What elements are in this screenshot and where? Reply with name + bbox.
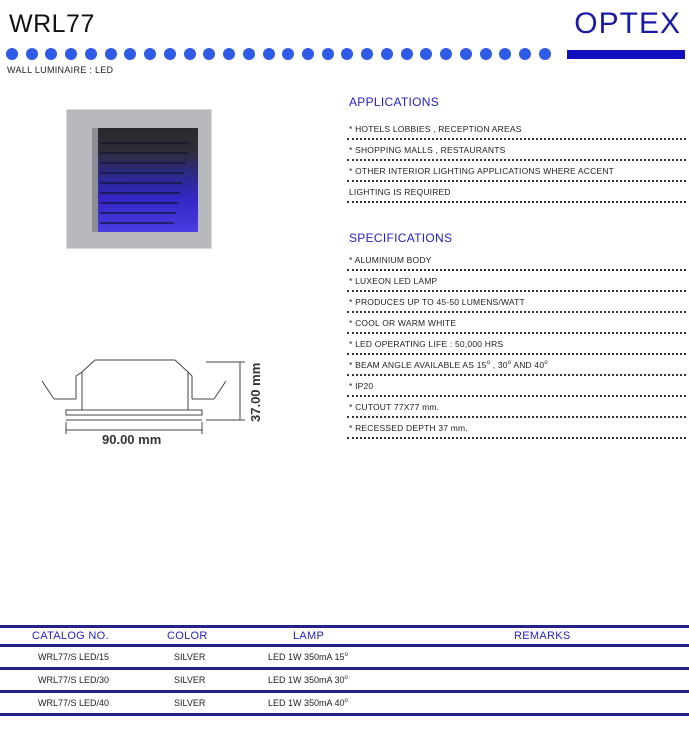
louvre-line [100, 202, 178, 204]
specifications-title: SPECIFICATIONS [349, 231, 453, 245]
header-catalog: CATALOG NO. [32, 630, 109, 642]
divider-dot [480, 48, 492, 60]
table-row [0, 693, 689, 713]
product-photo [66, 109, 212, 249]
list-item: * SHOPPING MALLS , RESTAURANTS [347, 140, 686, 161]
beam-angle-text: * BEAM ANGLE AVAILABLE AS 15 [349, 360, 487, 370]
lamp-text: LED 1W 350mA 40 [268, 698, 345, 708]
divider-dot [519, 48, 531, 60]
louvre-line [100, 212, 176, 214]
list-item: * RECESSED DEPTH 37 mm. [347, 418, 686, 439]
divider-dot [282, 48, 294, 60]
table-header-row [0, 628, 689, 644]
model-title: WRL77 [9, 10, 95, 38]
degree-sign: o [544, 360, 548, 367]
list-item: * IP20 [347, 376, 686, 397]
divider-dot [499, 48, 511, 60]
catalog-table [0, 625, 689, 716]
product-subtitle: WALL LUMINAIRE : LED [7, 65, 114, 75]
list-item: LIGHTING IS REQUIRED [347, 182, 686, 203]
degree-sign: o [507, 360, 512, 367]
cell-color: SILVER [174, 698, 206, 708]
list-item: * PRODUCES UP TO 45-50 LUMENS/WATT [347, 292, 686, 313]
cell-catalog: WRL77/S LED/15 [38, 652, 110, 662]
list-item: * COOL OR WARM WHITE [347, 313, 686, 334]
degree-sign: o [344, 698, 348, 704]
divider-dot [164, 48, 176, 60]
divider-dot [302, 48, 314, 60]
applications-title: APPLICATIONS [349, 95, 440, 109]
divider-dot [401, 48, 413, 60]
cell-lamp [268, 647, 348, 667]
louvre-line [100, 192, 180, 194]
lamp-text: LED 1W 350mA 15 [268, 652, 345, 662]
applications-list [347, 119, 686, 203]
cell-lamp [268, 670, 348, 690]
louvre-line [100, 162, 186, 164]
divider-dot [203, 48, 215, 60]
cell-color: SILVER [174, 652, 206, 662]
divider-dot [460, 48, 472, 60]
cell-color: SILVER [174, 675, 206, 685]
lamp-text: LED 1W 350mA 30 [268, 675, 345, 685]
beam-angle-item [347, 355, 686, 376]
table-rule [0, 713, 689, 716]
divider-dot [65, 48, 77, 60]
list-item: * LED OPERATING LIFE : 50,000 HRS [347, 334, 686, 355]
divider-dot [243, 48, 255, 60]
divider-dot [85, 48, 97, 60]
divider-dot [26, 48, 38, 60]
divider-dot [440, 48, 452, 60]
louvre-line [100, 152, 188, 154]
divider-dot [341, 48, 353, 60]
table-row [0, 647, 689, 667]
header-color: COLOR [167, 630, 208, 642]
louvre-line [100, 222, 174, 224]
list-item: * LUXEON LED LAMP [347, 271, 686, 292]
divider-dot [263, 48, 275, 60]
cell-lamp [268, 693, 348, 713]
beam-angle-text: , 30 [490, 360, 508, 370]
divider-dot [420, 48, 432, 60]
divider-dot [144, 48, 156, 60]
divider-dot [45, 48, 57, 60]
louvre-line [100, 142, 190, 144]
divider-dot [105, 48, 117, 60]
degree-sign: o [344, 675, 348, 681]
cell-catalog: WRL77/S LED/30 [38, 675, 110, 685]
list-item: * HOTELS LOBBIES , RECEPTION AREAS [347, 119, 686, 140]
header-lamp: LAMP [293, 630, 325, 642]
list-item: * ALUMINIUM BODY [347, 250, 686, 271]
dimension-drawing [30, 350, 285, 460]
degree-sign: o [344, 652, 348, 658]
height-dimension-label: 37.00 mm [248, 362, 263, 422]
divider-dot [184, 48, 196, 60]
beam-angle-text: AND 40 [511, 360, 545, 370]
cell-catalog: WRL77/S LED/40 [38, 698, 110, 708]
product-photo-edge [92, 128, 98, 232]
brand-underline [567, 50, 685, 59]
list-item: * CUTOUT 77X77 mm. [347, 397, 686, 418]
product-photo-louvre [92, 128, 198, 232]
louvre-line [100, 172, 184, 174]
width-dimension-label: 90.00 mm [102, 432, 162, 447]
header-remarks: REMARKS [514, 630, 571, 642]
divider-dot [124, 48, 136, 60]
divider-dot [322, 48, 334, 60]
divider-dot [381, 48, 393, 60]
list-item: * OTHER INTERIOR LIGHTING APPLICATIONS WHERE ACCENT [347, 161, 686, 182]
specifications-list [347, 250, 686, 439]
table-row [0, 670, 689, 690]
brand-logo: OPTEX [574, 7, 681, 40]
divider-dot [6, 48, 18, 60]
divider-dot [223, 48, 235, 60]
degree-sign: o [486, 360, 491, 367]
louvre-line [100, 182, 182, 184]
dot-divider [6, 47, 551, 61]
divider-dot [361, 48, 373, 60]
divider-dot [539, 48, 551, 60]
